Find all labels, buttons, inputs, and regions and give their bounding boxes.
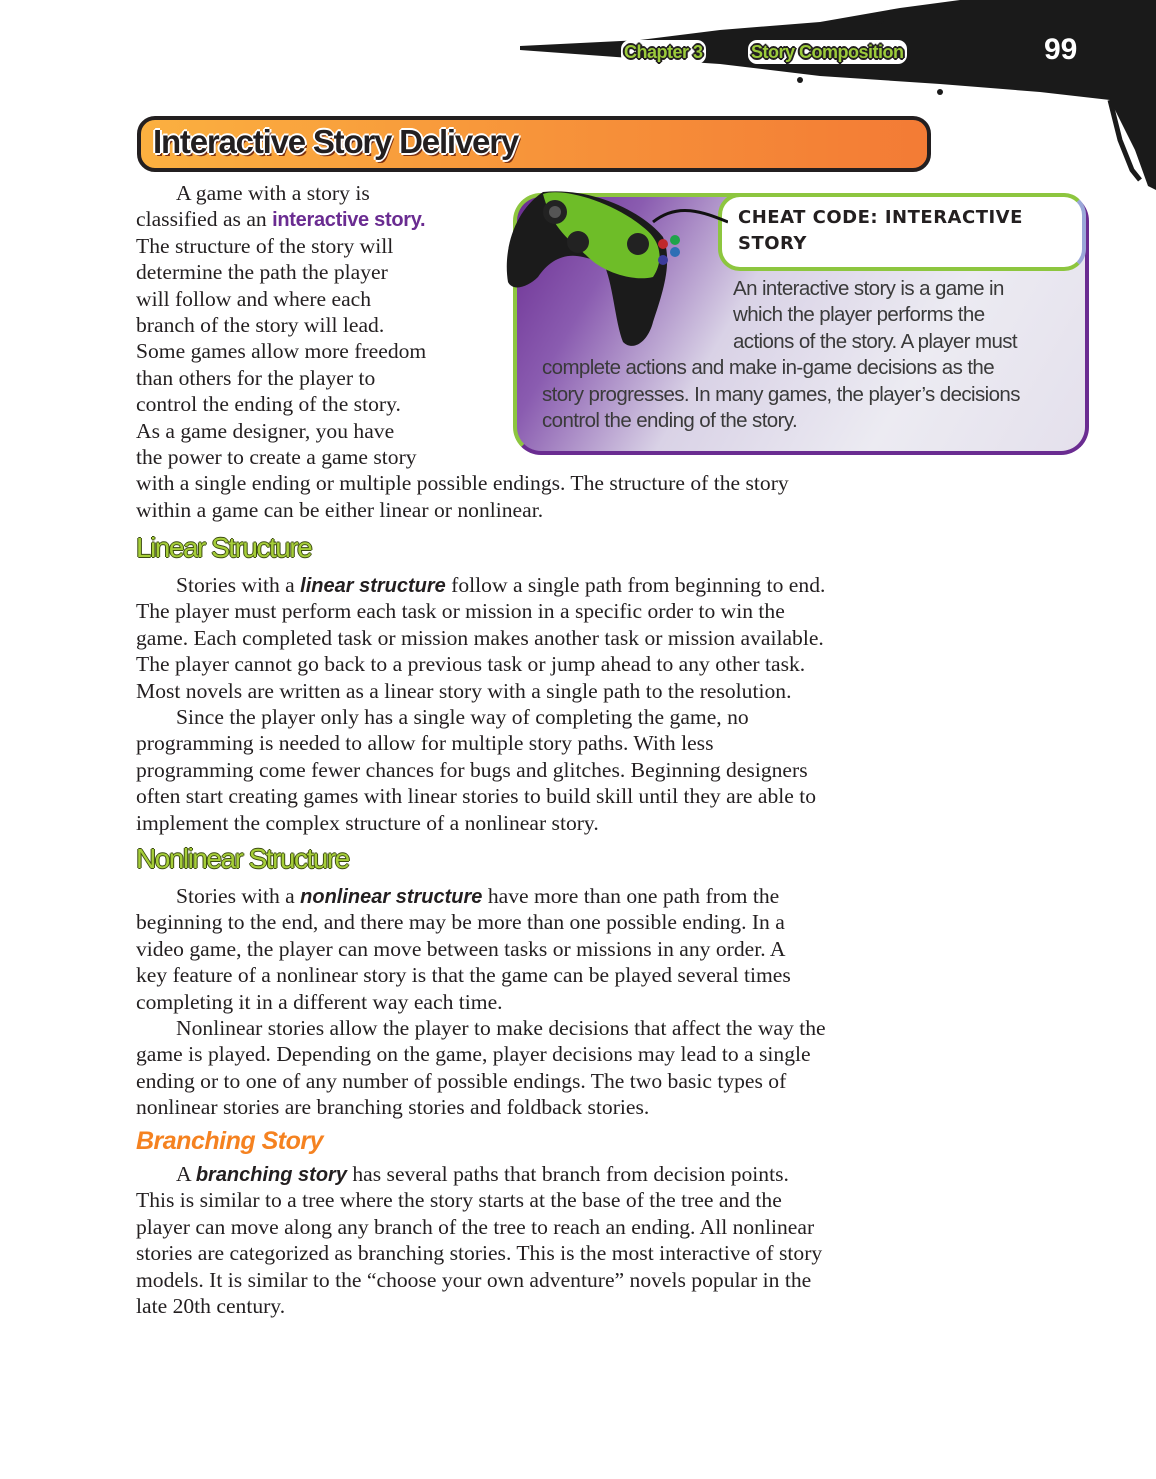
text-line <box>136 259 388 285</box>
text-segment: player can move along any branch of the tree to reach an ending. All nonlinear <box>136 1214 815 1239</box>
text-segment: Nonlinear stories allow the player to make decisions that affect the way the <box>176 1016 826 1040</box>
text-segment: programming is needed to allow for multiple story paths. With less <box>136 731 714 756</box>
text-line <box>136 418 394 444</box>
text-line <box>136 1094 649 1120</box>
text-line <box>136 365 375 391</box>
text-segment: the power to create a game story <box>136 445 417 469</box>
text-segment: The structure of the story will <box>136 233 394 258</box>
text-line <box>136 909 785 935</box>
key-term: linear structure <box>300 575 446 597</box>
text-segment: A game with a story is <box>176 181 370 205</box>
text-segment: with a single ending or multiple possible endings. The structure of the story <box>136 471 789 496</box>
text-line <box>136 1214 814 1240</box>
text-segment: Most novels are written as a linear story with a single path to the resolution. <box>136 678 792 703</box>
text-line <box>136 936 785 962</box>
cheat-code-text: actions of the story. A player must <box>733 330 1017 353</box>
text-segment: programming come fewer chances for bugs and glitches. Beginning designers <box>136 757 808 782</box>
text-segment: branch of the story will lead. <box>136 313 385 337</box>
key-term: branching story <box>195 1164 347 1186</box>
text-segment: implement the complex structure of a nonlinear story. <box>136 810 599 835</box>
text-segment: completing it in a different way each time. <box>136 989 503 1014</box>
text-line <box>136 470 789 496</box>
text-segment: Some games allow more freedom <box>136 339 427 364</box>
text-segment: models. It is similar to the “choose your own adventure” novels popular in the <box>136 1267 812 1292</box>
text-line <box>136 1041 811 1067</box>
text-segment: will follow and where each <box>136 286 372 311</box>
text-line <box>136 206 425 233</box>
text-segment: often start creating games with linear stories to build skill until they are able to <box>136 784 817 809</box>
section-title-bar <box>137 116 931 172</box>
text-line <box>136 1240 822 1266</box>
text-segment: stories are categorized as branching stories. This is the most interactive of story <box>136 1241 823 1266</box>
text-line <box>136 757 808 783</box>
cheat-code-text: complete actions and make in-game decisions as the <box>542 356 995 379</box>
text-segment: beginning to the end, and there may be more than one possible ending. In a <box>136 910 785 935</box>
text-segment: has several paths that branch from decision points. <box>346 1162 789 1186</box>
text-line <box>136 625 824 651</box>
text-line <box>136 678 791 704</box>
text-segment: key feature of a nonlinear story is that the game can be played several times <box>136 963 791 988</box>
section-heading: Nonlinear Structure <box>136 843 349 874</box>
key-term-link: interactive story. <box>272 209 426 232</box>
text-line <box>136 1293 285 1319</box>
cheat-code-text: control the ending of the story. <box>542 409 798 432</box>
text-line <box>136 1068 786 1094</box>
text-line <box>136 989 503 1015</box>
text-line <box>136 962 791 988</box>
text-segment: game. Each completed task or mission makes another task or mission available. <box>136 625 824 650</box>
text-line <box>136 651 805 677</box>
text-line <box>136 598 785 624</box>
text-line <box>136 1187 782 1213</box>
text-line <box>136 810 599 836</box>
text-line <box>136 444 417 470</box>
cheat-code-text: story progresses. In many games, the player’s decisions <box>542 383 1020 406</box>
chapter-title: Story Composition <box>748 40 907 64</box>
cheat-code-title: CHEAT CODE: INTERACTIVE <box>738 207 1023 228</box>
text-line <box>136 497 543 523</box>
text-line <box>176 180 370 206</box>
text-segment: game is played. Depending on the game, player decisions may lead to a single <box>136 1042 811 1067</box>
section-heading: Linear Structure <box>136 532 312 563</box>
text-line <box>176 704 749 730</box>
text-line <box>136 312 384 338</box>
text-line <box>176 572 825 599</box>
text-segment: The player must perform each task or mission in a specific order to win the <box>136 599 785 624</box>
cheat-code-title: STORY <box>738 233 807 254</box>
text-line <box>136 783 816 809</box>
text-line <box>136 338 426 364</box>
text-line <box>136 391 401 417</box>
text-line <box>136 286 371 312</box>
text-line <box>136 730 713 756</box>
text-segment: A <box>176 1162 196 1186</box>
chapter-label: Chapter 3 <box>621 40 706 64</box>
text-segment: have more than one path from the <box>482 884 780 908</box>
page-number: 99 <box>1044 33 1078 66</box>
text-segment: classified as an <box>136 207 273 232</box>
text-segment: video game, the player can move between tasks or missions in any order. A <box>136 936 786 961</box>
cheat-code-text: which the player performs the <box>733 303 985 326</box>
section-title: Interactive Story Delivery <box>153 123 518 160</box>
text-segment: determine the path the player <box>136 260 388 285</box>
section-heading: Branching Story <box>136 1127 323 1155</box>
text-segment: nonlinear stories are branching stories and foldback stories. <box>136 1095 650 1120</box>
text-segment: ending or to one of any number of possible endings. The two basic types of <box>136 1068 787 1093</box>
text-segment: Stories with a <box>176 573 301 597</box>
text-segment: The player cannot go back to a previous task or jump ahead to any other task. <box>136 652 806 677</box>
text-line <box>176 1015 826 1041</box>
text-line <box>176 883 779 910</box>
key-term: nonlinear structure <box>300 886 483 908</box>
text-line <box>176 1161 789 1188</box>
text-segment: follow a single path from beginning to end. <box>445 573 826 597</box>
text-segment: control the ending of the story. <box>136 392 401 417</box>
text-line <box>136 1267 811 1293</box>
text-segment: late 20th century. <box>136 1294 286 1318</box>
text-segment: within a game can be either linear or nonlinear. <box>136 497 544 522</box>
game-controller-image <box>503 182 728 352</box>
cheat-code-text: An interactive story is a game in <box>733 277 1004 300</box>
text-segment: than others for the player to <box>136 365 376 390</box>
text-segment: Stories with a <box>176 884 301 908</box>
text-line <box>136 233 393 259</box>
text-segment: This is similar to a tree where the story starts at the base of the tree and the <box>136 1188 782 1213</box>
text-segment: As a game designer, you have <box>136 418 395 443</box>
text-segment: Since the player only has a single way of completing the game, no <box>176 705 749 729</box>
